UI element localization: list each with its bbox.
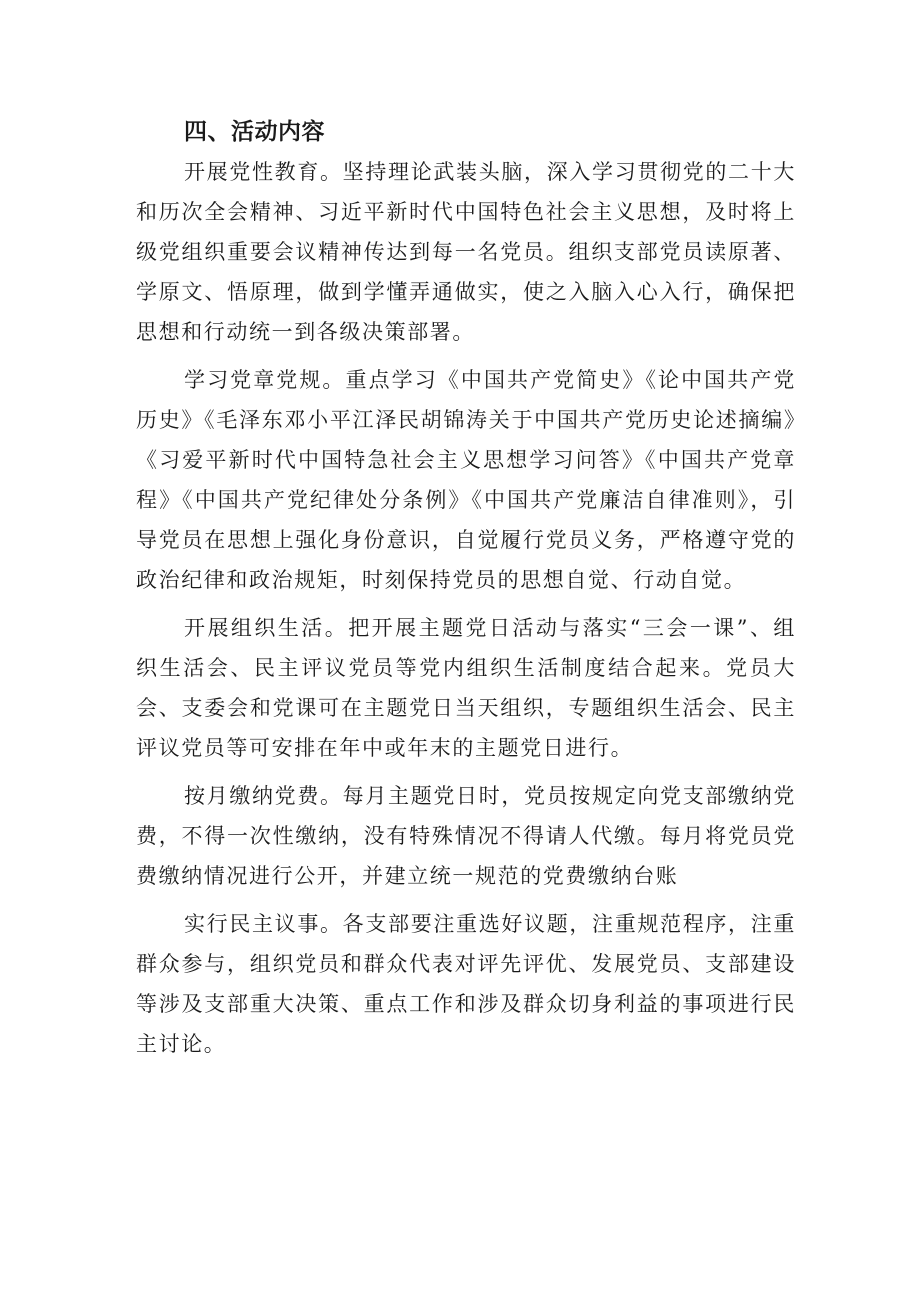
- paragraph-organization-life: 开展组织生活。把开展主题党日活动与落实“三会一课”、组织生活会、民主评议党员等党内组织生活制度结合起来。党员大会、支委会和党课可在主题党日当天组织，专题组织生活会、民主评议党员等可安排在年中或年末的主题党日进行。: [136, 616, 796, 760]
- paragraph-democratic-deliberation: 实行民主议事。各支部要注重选好议题，注重规范程序，注重群众参与，组织党员和群众代表对评先评优、发展党员、支部建设等涉及支部重大决策、重点工作和涉及群众切身利益的事项进行民主讨论。: [136, 912, 796, 1056]
- paragraph-party-education: 开展党性教育。坚持理论武装头脑，深入学习贯彻党的二十大和历次全会精神、习近平新时代中国特色社会主义思想，及时将上级党组织重要会议精神传达到每一名党员。组织支部党员读原著、学原文、悟原理，做到学懂弄通做实，使之入脑入心入行，确保把思想和行动统一到各级决策部署。: [136, 160, 796, 344]
- paragraph-party-constitution-study: 学习党章党规。重点学习《中国共产党简史》《论中国共产党历史》《毛泽东邓小平江泽民胡锦涛关于中国共产党历史论述摘编》《习爱平新时代中国特急社会主义思想学习问答》《中国共产党章程》《中国共产党纪律处分条例》《中国共产党廉洁自律准则》，引导党员在思想上强化身份意识，自觉履行党员义务，严格遵守党的政治纪律和政治规矩，时刻保持党员的思想自觉、行动自觉。: [136, 368, 796, 592]
- document-body: [136, 112, 796, 1072]
- paragraph-membership-dues: 按月缴纳党费。每月主题党日时，党员按规定向党支部缴纳党费，不得一次性缴纳，没有特殊情况不得请人代缴。每月将党员党费缴纳情况进行公开，并建立统一规范的党费缴纳台账: [136, 784, 796, 888]
- section-heading: 四、活动内容: [184, 119, 325, 145]
